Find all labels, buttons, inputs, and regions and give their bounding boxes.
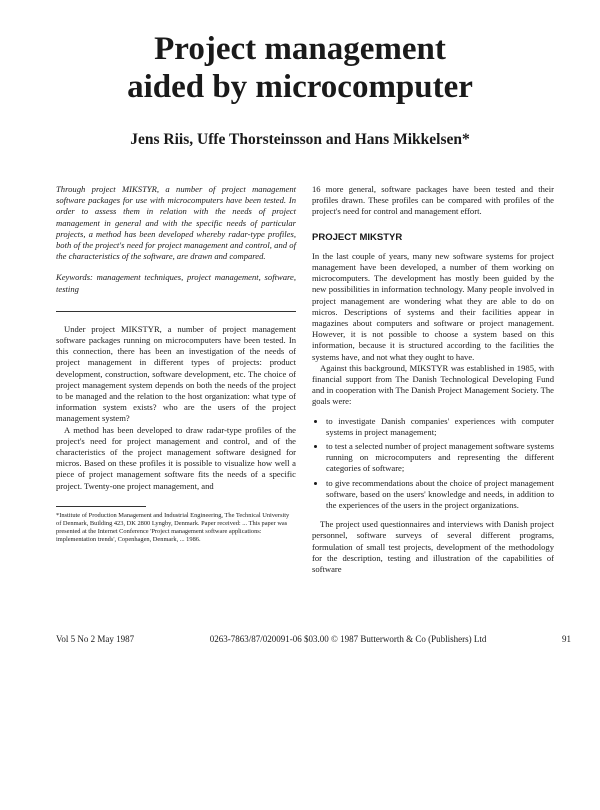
title-line-1: Project management xyxy=(154,31,446,67)
list-item: • to give recommendations about the choice of project management software, based on the users' knowledge and needs, in addition to the experiences of the users in the project organizations. xyxy=(326,478,554,512)
authors: Jens Riis, Uffe Thorsteinsson and Hans Mikkelsen* xyxy=(130,131,470,148)
journal-issue: Vol 5 No 2 May 1987 xyxy=(56,634,135,644)
paper-title xyxy=(0,30,600,106)
body-paragraph: In the last couple of years, many new software systems for project management have been developed, a number of them working on microcomputers. The development has mostly been guided by the new possibilities in information technology. Many people involved in project management are wondering what they are able to do on micros. Descriptions of systems and their facilities appear in magazines about computers and software or project management. However, it is not possible to choose a system based on this information, because it is structured according to the facilities the systems have, and not what they ought to have. xyxy=(312,250,554,362)
body-paragraph: Against this background, MIKSTYR was established in 1985, with financial support from The Danish Technological Developing Fund and in cooperation with The Danish Project Management Society. The goals were: xyxy=(312,362,554,407)
page-number: 91 xyxy=(562,634,571,644)
footnote-divider xyxy=(56,506,146,507)
section-heading: PROJECT MIKSTYR xyxy=(312,231,403,243)
abstract-divider xyxy=(56,311,296,312)
body-paragraph: The project used questionnaires and interviews with Danish project personnel, software surveys of several different programs, formulation of small test projects, development of the methodology for the description, testing and illustration of the capabilities of software xyxy=(312,519,554,575)
page-footer xyxy=(56,634,571,644)
list-item: • to test a selected number of project management software systems running on microcomputers and representing the different categories of software; xyxy=(326,441,554,475)
list-item: • to investigate Danish companies' experiences with computer systems in project management; xyxy=(326,416,554,438)
right-column xyxy=(312,184,554,575)
body-paragraph: Under project MIKSTYR, a number of project management software packages running on microcomputers have been tested. In this connection, there has been an investigation of the needs of project management in different types of projects: product development, construction, software development, etc. The choice of project management system depends on both the needs of the project to be managed and the relation to the host organization: what type of information system exists? who are the users of the project management system? xyxy=(56,323,296,424)
abstract: Through project MIKSTYR, a number of project management software packages for use with microcomputers have been tested. In order to assess them in relation with the needs of project management in general and with the specific needs of particular projects, a method has been developed whereby radar-type profiles, both of the project's need for project management and control, and of the characteristics of the software, are drawn and compared. xyxy=(56,184,296,262)
left-column xyxy=(56,184,296,544)
keywords: Keywords: management techniques, project management, software, testing xyxy=(56,272,296,294)
goals-list xyxy=(312,416,554,512)
body-paragraph: 16 more general, software packages have been tested and their profiles drawn. These profiles can be compared with profiles of the project's need for control and management effort. xyxy=(312,184,554,217)
copyright-line: 0263-7863/87/020091-06 $03.00 © 1987 Butterworth & Co (Publishers) Ltd xyxy=(209,634,487,644)
title-line-2: aided by microcomputer xyxy=(127,69,473,105)
footnote: *Institute of Production Management and Industrial Engineering, The Technical University of Denmark, Building 423, DK 2800 Lyngby, Denmark. Paper received: ... This paper was presented at the Internet Conference 'Project management software applications: implementation trends', Copenhagen, Denmark, ... 1986. xyxy=(56,511,290,543)
body-paragraph: A method has been developed to draw radar-type profiles of the project's need for project management and control, and of the characteristics of the project management software designed for micros. Based on these profiles it is possible to visualize how well a piece of project management software fits the needs of a specific project. Twenty-one project management, and xyxy=(56,424,296,491)
